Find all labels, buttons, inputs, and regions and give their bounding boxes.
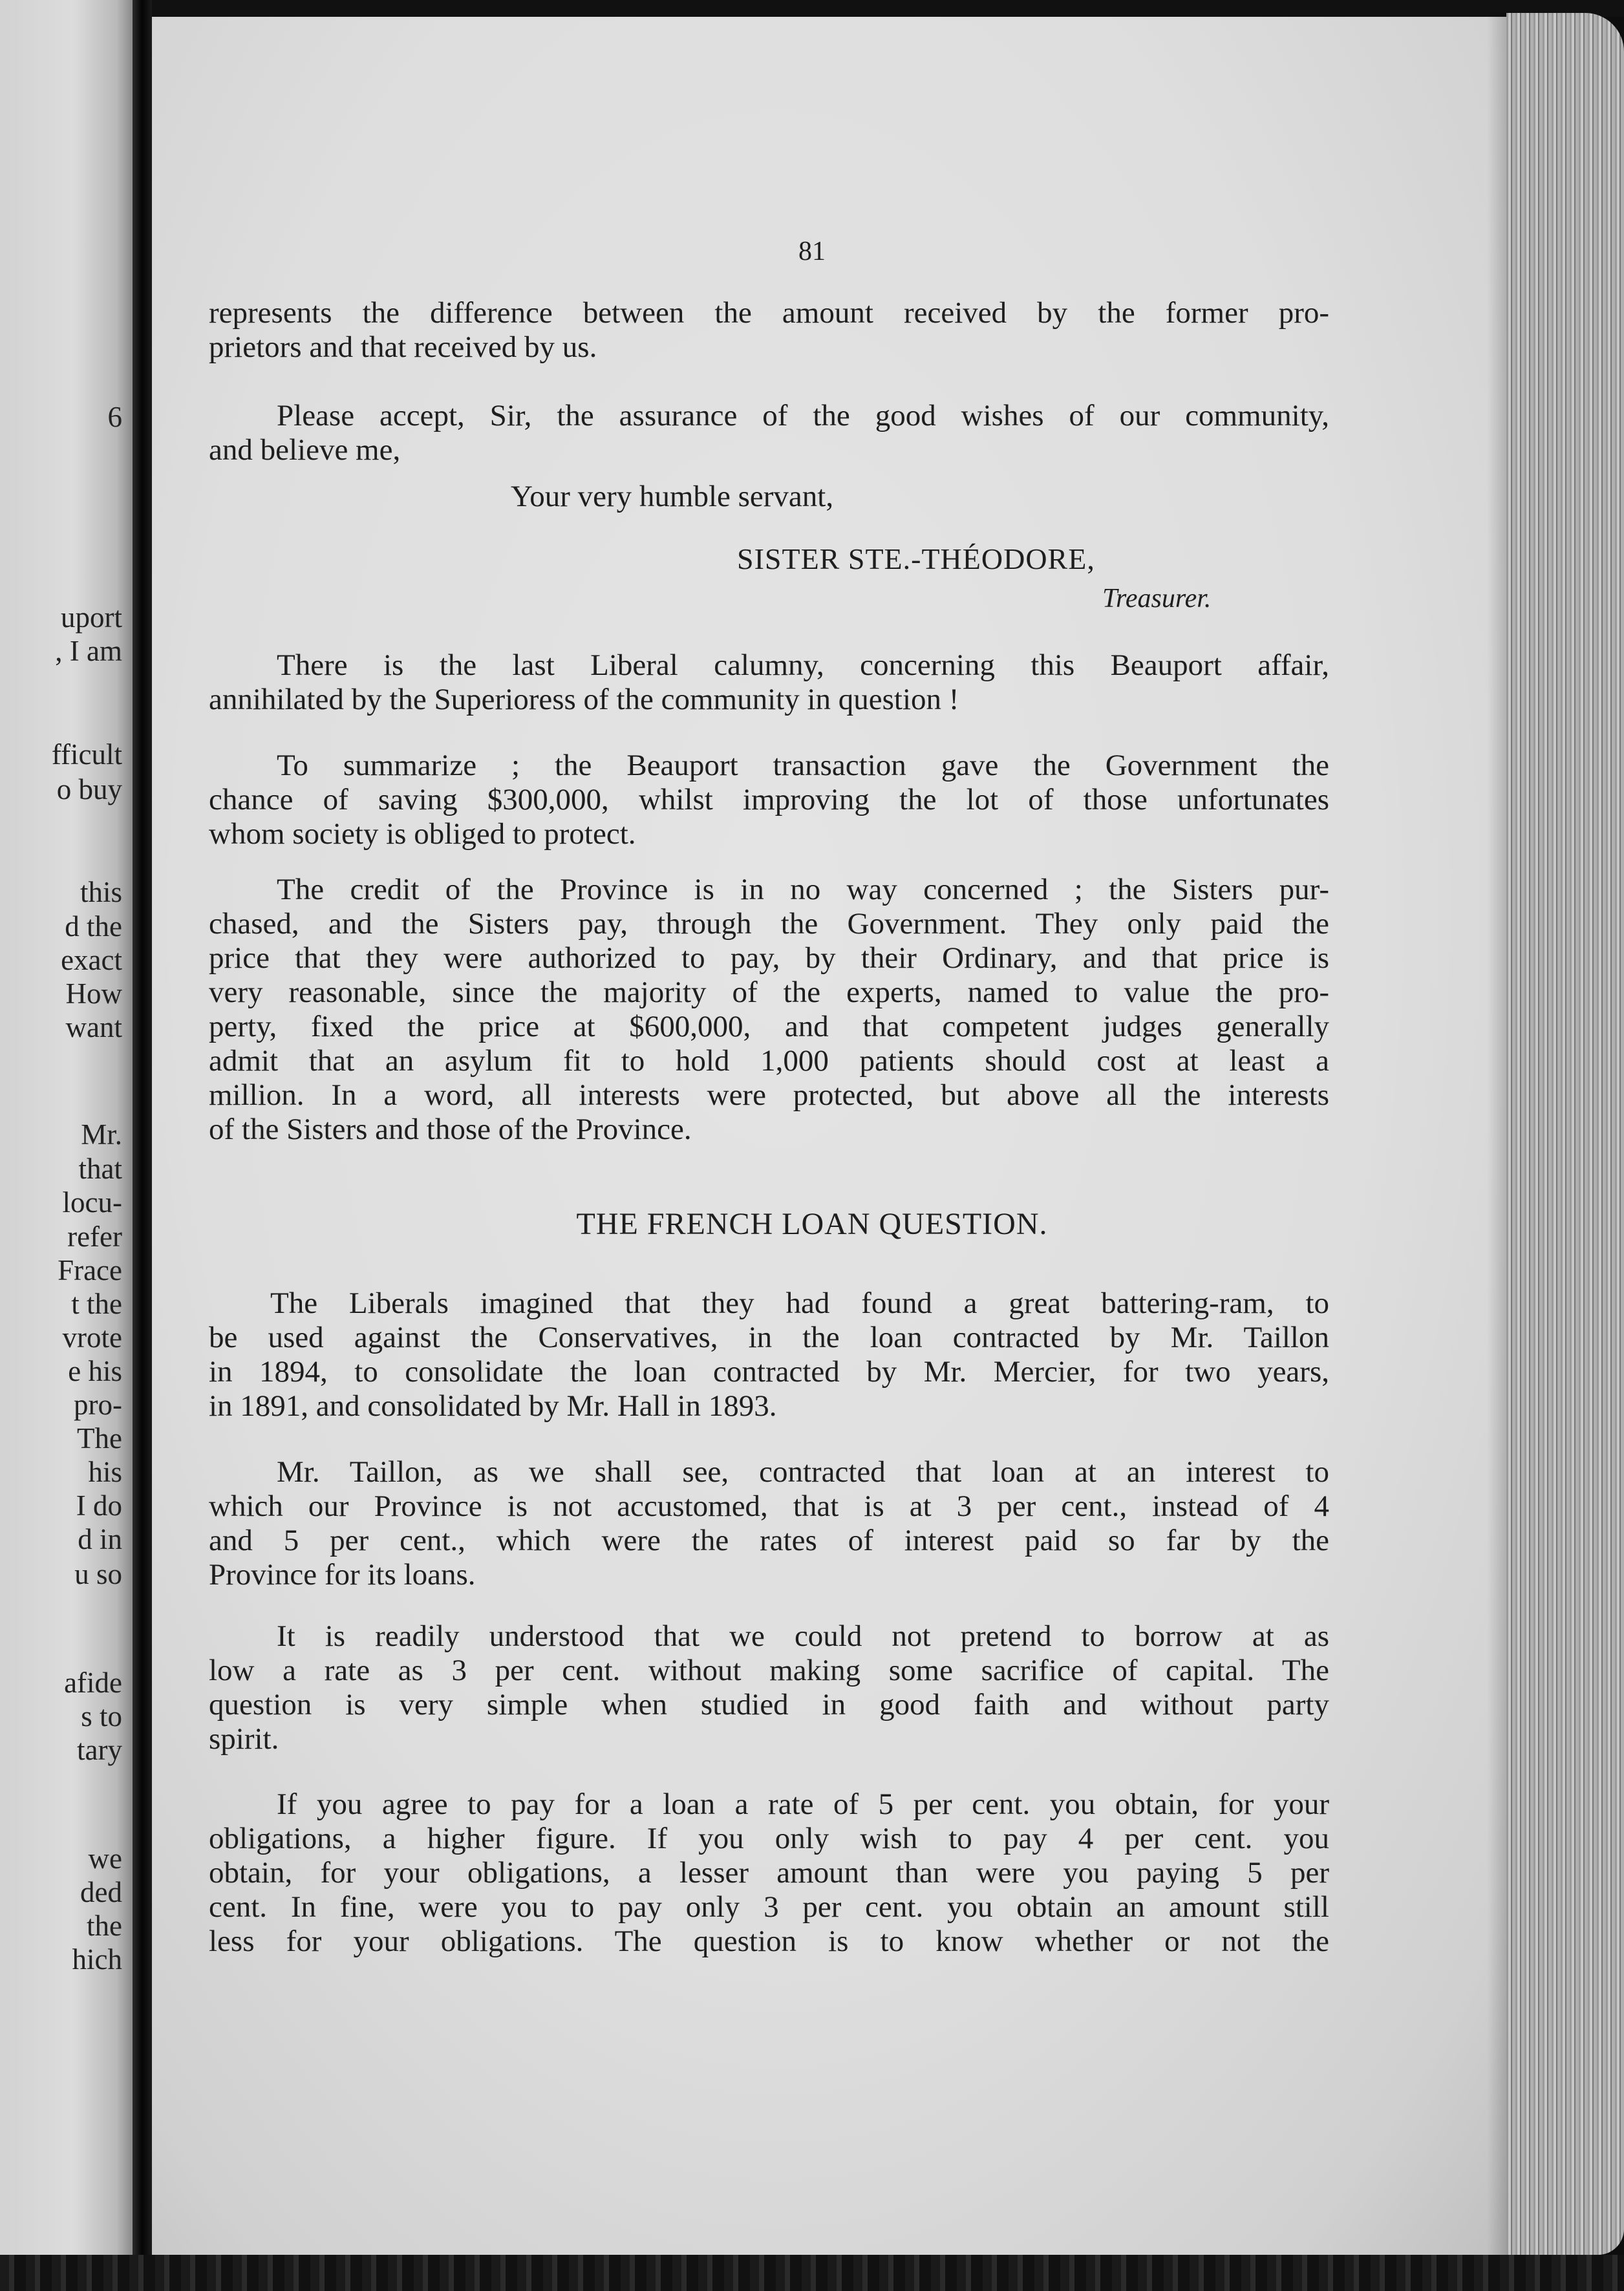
letter-paragraph-1 [209,296,1329,365]
previous-page-line: , I am [55,635,122,667]
text-line: Please accept, Sir, the assurance of the good wishes of our community, [277,399,1329,432]
previous-page-line: exact [61,944,122,976]
text-line: spirit. [209,1722,279,1756]
text-line: prietors and that received by us. [209,330,597,364]
previous-page-line: hich [72,1943,122,1976]
text-line: of the Sisters and those of the Province. [209,1113,692,1146]
text-line: represents the difference between the amount received by the former pro- [209,296,1329,330]
section-paragraph-2 [209,1455,1329,1592]
previous-page-line: I do [76,1489,122,1522]
previous-page-line: fficult [51,738,122,771]
text-line: obligations, a higher figure. If you only wish to pay 4 per cent. you [209,1822,1329,1855]
text-line: If you agree to pay for a loan a rate of 5 per cent. you obtain, for your [277,1787,1329,1821]
text-line: chased, and the Sisters pay, through the Government. They only paid the [209,907,1329,941]
previous-page-line: locu- [62,1186,122,1219]
previous-page-line: s to [81,1700,122,1732]
text-line: annihilated by the Superioress of the community in question ! [209,683,959,716]
text-line: and 5 per cent., which were the rates of interest paid so far by the [209,1524,1329,1557]
text-line: admit that an asylum fit to hold 1,000 patients should cost at least a [209,1044,1329,1078]
text-line: which our Province is not accustomed, that is at 3 per cent., instead of 4 [209,1489,1329,1523]
previous-page-line: d the [65,910,122,943]
book-gutter [133,0,152,2255]
previous-page-line: this [80,876,122,908]
previous-page-line: t the [71,1288,122,1320]
text-line: in 1894, to consolidate the loan contracted by Mr. Mercier, for two years, [209,1355,1329,1389]
section-paragraph-1 [209,1286,1329,1423]
section-paragraph-4 [209,1787,1329,1959]
text-line: There is the last Liberal calumny, concerning this Beauport affair, [277,648,1329,682]
text-line: cent. In fine, were you to pay only 3 per cent. you obtain an amount still [209,1890,1329,1924]
previous-page-line: tary [77,1734,122,1766]
body-paragraph-2 [209,749,1329,851]
previous-page-line: How [65,977,122,1010]
text-line: million. In a word, all interests were protected, but above all the interests [209,1078,1329,1112]
previous-page-line: o buy [56,773,122,805]
previous-page-line: e his [68,1355,122,1387]
text-line: obtain, for your obligations, a lesser amount than were you paying 5 per [209,1856,1329,1890]
body-paragraph-1 [209,648,1329,717]
text-line: very reasonable, since the majority of the experts, named to value the pro- [209,975,1329,1009]
previous-page-line: pro- [74,1389,122,1421]
previous-page-line: afide [64,1667,122,1699]
previous-page-line: ded [80,1876,122,1908]
text-line: perty, fixed the price at $600,000, and that competent judges generally [209,1010,1329,1043]
letter-paragraph-2 [209,399,1329,467]
section-paragraph-3 [209,1619,1329,1756]
previous-page-line: that [78,1153,122,1185]
previous-page-line: vrote [62,1321,122,1354]
previous-page-line: the [87,1910,122,1942]
previous-page-line: uport [61,601,122,634]
scan-frame-top [0,0,1624,17]
previous-page-line: Frace [58,1254,122,1286]
previous-page-line: refer [67,1220,122,1253]
text-line: be used against the Conservatives, in the loan contracted by Mr. Taillon [209,1321,1329,1354]
section-heading: THE FRENCH LOAN QUESTION. [576,1207,1048,1241]
text-line: Mr. Taillon, as we shall see, contracted that loan at an interest to [277,1455,1329,1489]
text-line: It is readily understood that we could not pretend to borrow at as [277,1619,1329,1653]
page-number: 81 [798,237,826,266]
text-line: To summarize ; the Beauport transaction gave the Government the [277,749,1329,782]
text-line: question is very simple when studied in good faith and without party [209,1688,1329,1721]
signatory-title: Treasurer. [1102,584,1212,613]
previous-page-line: Mr. [81,1118,122,1151]
text-line: The credit of the Province is in no way concerned ; the Sisters pur- [277,873,1329,906]
text-line: Province for its loans. [209,1558,476,1592]
previous-page-line: we [88,1842,122,1875]
text-line: chance of saving $300,000, whilst improving the lot of those unfortunates [209,783,1329,816]
previous-page-line: The [77,1422,122,1455]
text-line: price that they were authorized to pay, by their Ordinary, and that price is [209,941,1329,975]
previous-page-line: his [88,1456,122,1488]
text-line: low a rate as 3 per cent. without making some sacrifice of capital. The [209,1654,1329,1687]
scan-frame-bottom [0,2255,1624,2291]
previous-page-fragment [0,0,133,2255]
letter-signature: SISTER STE.-THÉODORE, [737,542,1095,575]
text-line: whom society is obliged to protect. [209,817,636,851]
body-paragraph-3 [209,873,1329,1147]
stacked-page-edges [1506,13,1624,2255]
text-line: in 1891, and consolidated by Mr. Hall in 1893. [209,1389,777,1423]
previous-page-line: u so [74,1558,122,1590]
previous-page-line: want [65,1011,122,1043]
letter-closing: Your very humble servant, [511,480,834,513]
text-line: less for your obligations. The question is to know whether or not the [209,1924,1329,1958]
text-line: and believe me, [209,433,401,467]
previous-page-line: 6 [107,401,122,433]
previous-page-line: d in [78,1523,122,1555]
text-line: The Liberals imagined that they had found a great battering-ram, to [270,1286,1329,1320]
